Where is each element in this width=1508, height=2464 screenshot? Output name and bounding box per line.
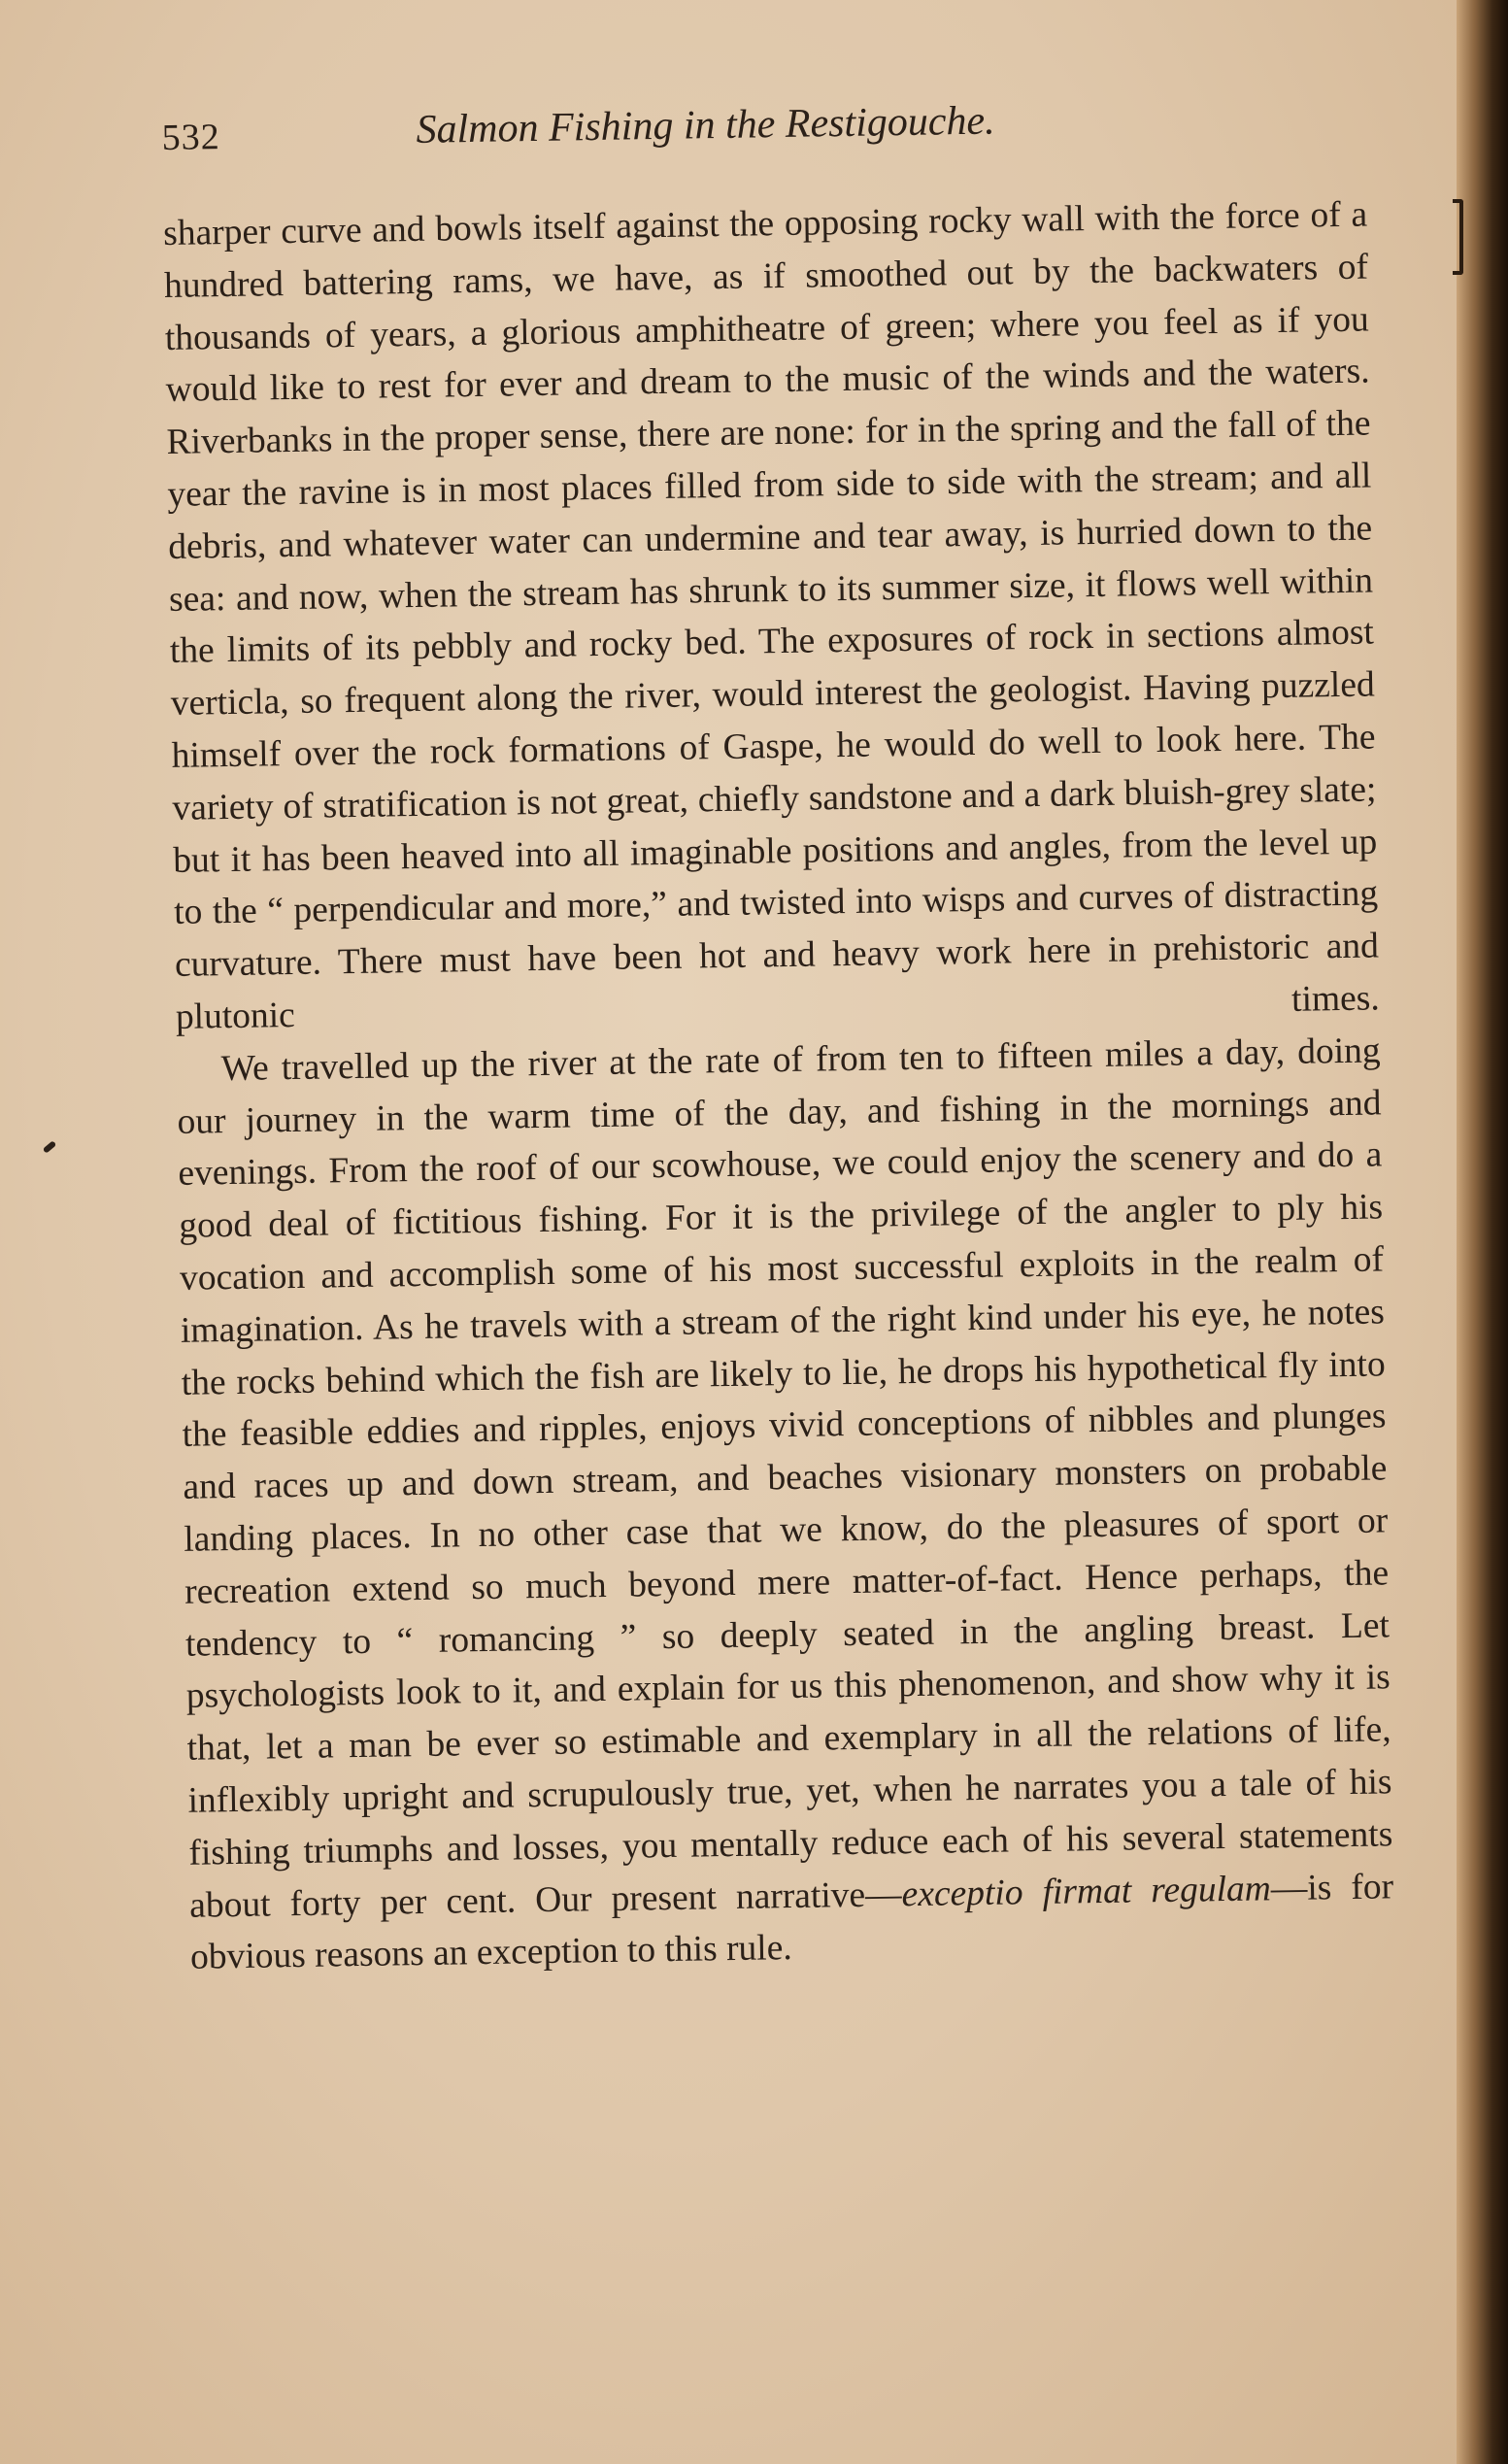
margin-ink-mark (43, 1140, 57, 1154)
running-head (161, 79, 1366, 175)
paragraph-1: sharper curve and bowls itself against the opposing rocky wall with the force of a hundred battering rams, we have, as if smoothed out by the backwaters of thousands of years, a glorious amphitheatre of green; where you feel as if you would like to rest for ever and dream to the music of the winds and the waters. Riverbanks in the proper sense, there are none: for in the spring and the fall of the year the ravine is in most places filled from side to side with the stream; and all debris, and whatever water can undermine and tear away, is hurried down to the sea: and now, when the stream has shrunk to its summer size, it flows well within the limits of its pebbly and rocky bed. The exposures of rock in sections almost verticla, so frequent along the river, would interest the geologist. Having puzzled himself over the rock formations of Gaspe, he would do well to look here. The variety of stratification is not great, chiefly sandstone and a dark bluish-grey slate; but it has been heaved into all imaginable positions and angles, from the level up to the “ perpendicular and more,” and twisted into wisps and curves of distracting curvature. There must have been hot and heavy work here in prehistoric and plutonic times. (162, 194, 1381, 1037)
page-text-block (161, 79, 1394, 1984)
running-title: Salmon Fishing in the Restigouche. (416, 98, 995, 152)
margin-bracket-mark (1453, 199, 1463, 275)
book-gutter (1457, 0, 1508, 2464)
paragraph-2 (176, 1025, 1394, 1984)
paragraph-2-text: We travelled up the river at the rate of from ten to fifteen miles a day, doing our journey in the warm time of the day, and fishing in the mornings and evenings. From the roof of our scowhouse, we could enjoy the scenery and do a good deal of fictitious fishing. For it is the privilege of the angler to ply his vocation and accomplish some of his most successful exploits in the realm of imagination. As he travels with a stream of the right kind under his eye, he notes the rocks behind which the fish are likely to lie, he drops his hypothetical fly into the feasible eddies and ripples, enjoys vivid conceptions of nibbles and plunges and races up and down stream, and beaches visionary monsters on probable landing places. In no other case that we know, do the pleasures of sport or recreation extend so much beyond mere matter-of-fact. Hence perhaps, the tendency to “ romancing ” so deeply seated in the angling breast. Let psychologists look to it, and explain for us this phenomenon, and show why it is that, let a man be ever so estimable and exemplary in all the relations of life, inflexibly upright and scrupulously true, yet, when he narrates you a tale of his fishing triumphs and losses, you mentally reduce each of his several statements about forty per cent. Our present narrative— (177, 1030, 1393, 1926)
page-number: 532 (161, 117, 220, 158)
latin-phrase: exceptio firmat regulam (901, 1868, 1272, 1914)
paragraph-2-ending: —is for obvious reasons an exception to this rule. (189, 1866, 1394, 1978)
